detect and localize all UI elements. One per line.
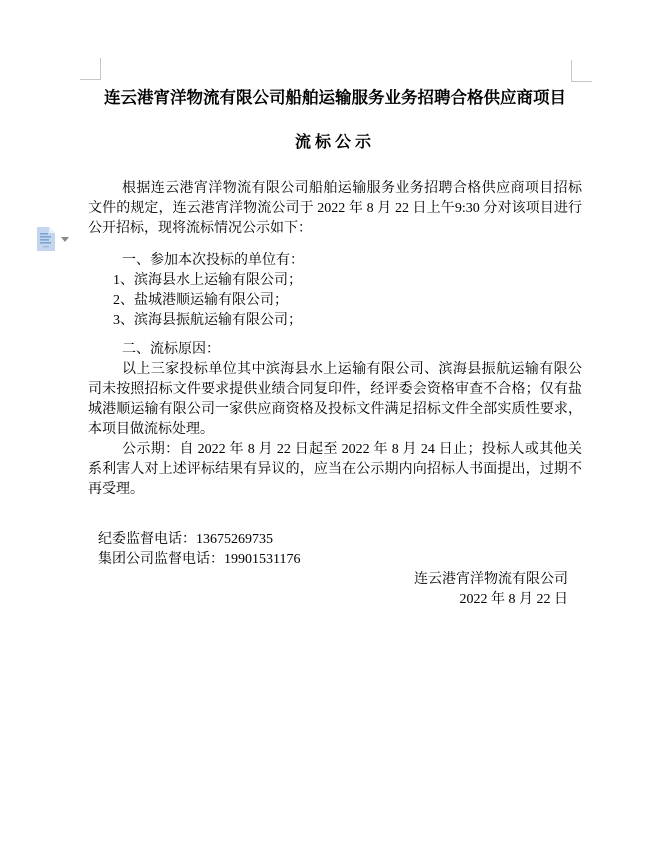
paste-options-document-icon[interactable] (36, 226, 56, 257)
reason-paragraph: 以上三家投标单位其中滨海县水上运输有限公司、滨海县振航运输有限公司未按照招标文件要求提供业绩合同复印件，经评委会资格审查不合格；仅有盐城港顺运输有限公司一家供应商资格及投标文件满足招标文件全部实质性要求，本项目做流标处理。 (88, 362, 582, 437)
signature-date: 2022 年 8 月 22 日 (459, 592, 568, 607)
group-phone-line: 集团公司监督电话：19901531176 (98, 552, 301, 567)
signature-company: 连云港宵洋物流有限公司 (414, 572, 568, 587)
signature-block (88, 570, 582, 610)
bidder-item: 1、滨海县水上运输有限公司； (113, 273, 302, 288)
section-units-heading: 一、参加本次投标的单位有： (122, 253, 304, 268)
discipline-phone-line: 纪委监督电话：13675269735 (98, 532, 273, 547)
chevron-down-icon[interactable] (61, 237, 69, 242)
section-reason-heading: 二、流标原因： (122, 342, 220, 357)
paste-options-widget[interactable] (36, 226, 72, 254)
section-bidding-units (88, 251, 582, 331)
margin-mark-top-right (571, 81, 592, 82)
margin-mark-top-right (571, 60, 572, 82)
margin-mark-top-left (80, 79, 101, 80)
document-content (88, 179, 582, 610)
bidder-item: 3、滨海县振航运输有限公司； (113, 313, 302, 328)
intro-paragraph: 根据连云港宵洋物流有限公司船舶运输服务业务招聘合格供应商项目招标文件的规定，连云港宵洋物流公司于 2022 年 8 月 22 日上午9:30 分对该项目进行公开招标，现将流标情况公示如下： (88, 181, 582, 236)
margin-mark-top-left (100, 58, 101, 80)
document-subtitle: 流标公示 (294, 134, 375, 151)
document-title: 连云港宵洋物流有限公司船舶运输服务业务招聘合格供应商项目 (104, 89, 566, 107)
section-failure-reason (88, 340, 582, 440)
bidder-item: 2、盐城港顺运输有限公司； (113, 293, 288, 308)
publicity-period-paragraph: 公示期：自 2022 年 8 月 22 日起至 2022 年 8 月 24 日止；投标人或其他关系利害人对上述评标结果有异议的，应当在公示期内向招标人书面提出，过期不再受理。 (88, 442, 582, 497)
supervision-contacts (88, 530, 582, 570)
